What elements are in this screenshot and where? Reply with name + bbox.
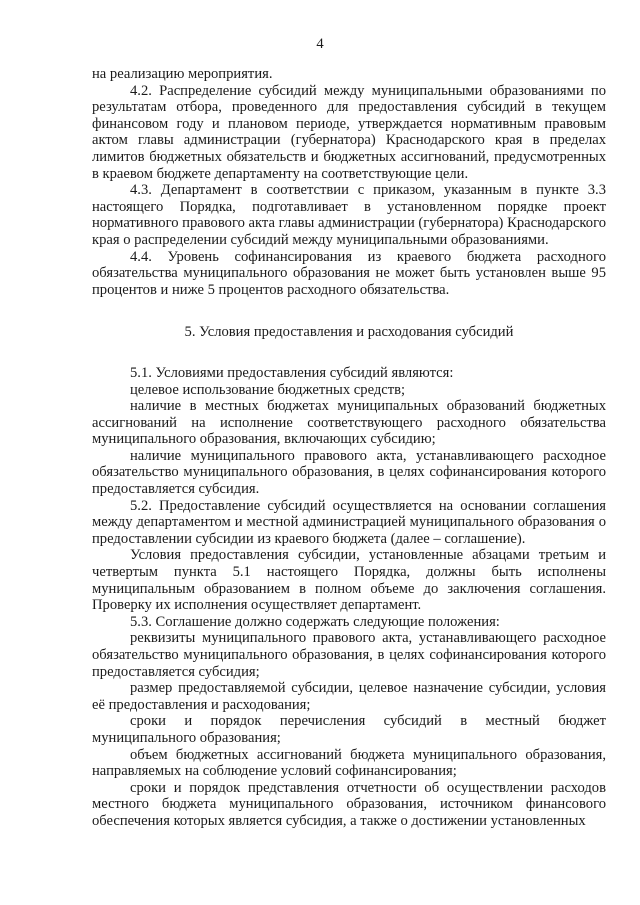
paragraph: сроки и порядок представления отчетности об осуществлении расходов местного бюджета муниципального образования, источником финансового обеспечения которых является субсидия, а также о достижении установленных [92,779,606,829]
document-body [92,66,606,830]
paragraph: Условия предоставления субсидии, установленные абзацами третьим и четвертым пункта 5.1 настоящего Порядка, должны быть исполнены муниципальным образованием в полном объеме до заключения соглашения. Проверку их исполнения осуществляет департамент. [92,547,606,614]
section-4-text [92,66,606,298]
paragraph: наличие в местных бюджетах муниципальных образований бюджетных ассигнований на исполнение соответствующего расходного обязательства муниципального образования, включающих субсидию; [92,398,606,448]
paragraph: 5.3. Соглашение должно содержать следующие положения: [130,613,500,630]
paragraph: размер предоставляемой субсидии, целевое назначение субсидии, условия её предоставления и расходования; [92,680,606,713]
paragraph: 4.4. Уровень софинансирования из краевого бюджета расходного обязательства муниципального образования не может быть установлен выше 95 процентов и ниже 5 процентов расходного обязательства. [92,248,606,298]
paragraph: 4.2. Распределение субсидий между муниципальными образованиями по результатам отбора, проведенного для предоставления субсидий в текущем финансовом году и плановом периоде, утверждается нормативным правовым актом главы администрации (губернатора) Краснодарского края в пределах лимитов бюджетных обязательств и бюджетных ассигнований, предусмотренных в краевом бюджете департаменту на соответствующие цели. [92,82,606,182]
paragraph: наличие муниципального правового акта, устанавливающего расходное обязательство муниципального образования, в целях софинансирования которого предоставляется субсидия. [92,447,606,498]
paragraph: объем бюджетных ассигнований бюджета муниципального образования, направляемых на соблюдение условий софинансирования; [92,746,606,780]
paragraph: целевое использование бюджетных средств; [130,381,406,398]
paragraph: на реализацию мероприятия. [92,66,273,82]
paragraph: 5.1. Условиями предоставления субсидий являются: [130,364,454,381]
paragraph: сроки и порядок перечисления субсидий в местный бюджет муниципального образования; [92,713,606,746]
section-5-text [92,365,606,830]
paragraph: реквизиты муниципального правового акта, устанавливающего расходное обязательство муниципального образования, в целях софинансирования которого предоставляется субсидия; [92,630,606,680]
page-number: 4 [316,36,324,52]
paragraph: 4.3. Департамент в соответствии с приказом, указанным в пункте 3.3 настоящего Порядка, подготавливает в установленном порядке проект нормативного правового акта главы администрации (губернатора) Краснодарского края о распределении субсидий между муниципальными образованиями. [92,182,606,248]
section-heading: 5. Условия предоставления и расходования субсидий [184,324,514,341]
paragraph: 5.2. Предоставление субсидий осуществляется на основании соглашения между департаментом и местной администрацией муниципального образования о предоставлении субсидии из краевого бюджета (далее – соглашение). [92,497,606,547]
